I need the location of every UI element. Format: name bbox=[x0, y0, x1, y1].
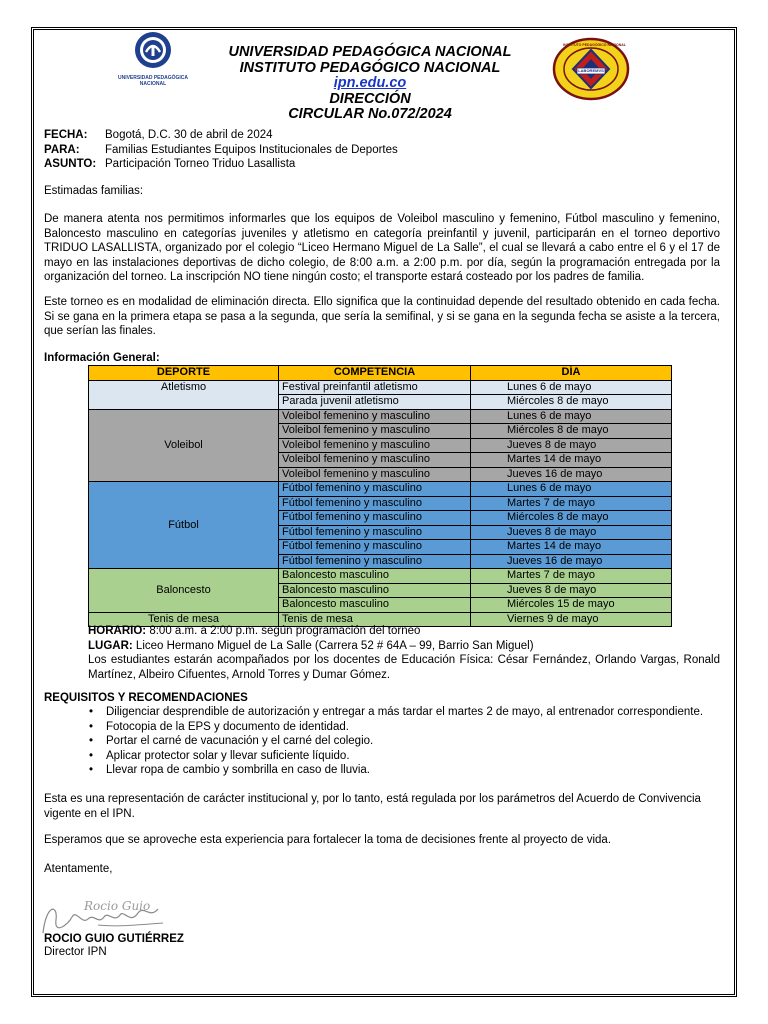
day-cell: Jueves 8 de mayo bbox=[471, 525, 672, 540]
sport-cell: Fútbol bbox=[89, 482, 279, 569]
ipn-crest-text-1: INSTITUTO PEDAGÓGICO NACIONAL bbox=[563, 43, 626, 47]
competition-cell: Voleibol femenino y masculino bbox=[279, 424, 471, 439]
sport-cell: Baloncesto bbox=[89, 569, 279, 613]
meta-value: Participación Torneo Triduo Lasallista bbox=[105, 158, 296, 170]
day-cell: Jueves 8 de mayo bbox=[471, 438, 672, 453]
day-cell: Jueves 16 de mayo bbox=[471, 554, 672, 569]
competition-cell: Tenis de mesa bbox=[279, 612, 471, 627]
day-cell: Lunes 6 de mayo bbox=[471, 380, 672, 395]
table-row bbox=[89, 482, 672, 497]
day-cell: Martes 14 de mayo bbox=[471, 540, 672, 555]
list-item: • Portar el carné de vacunación y el carné del colegio. bbox=[106, 734, 703, 749]
sport-cell: Tenis de mesa bbox=[89, 612, 279, 627]
meta-row-para bbox=[44, 143, 398, 158]
circular-meta bbox=[44, 128, 398, 172]
table-row bbox=[89, 380, 672, 395]
competition-cell: Voleibol femenino y masculino bbox=[279, 467, 471, 482]
competition-cell: Voleibol femenino y masculino bbox=[279, 453, 471, 468]
info-title: Información General: bbox=[44, 352, 160, 364]
circular-number: CIRCULAR No.072/2024 bbox=[288, 106, 452, 122]
ipn-crest-motto: LABOREMVS bbox=[578, 68, 604, 73]
day-cell: Jueves 8 de mayo bbox=[471, 583, 672, 598]
paragraph-modality: Este torneo es en modalidad de eliminación directa. Ello significa que la continuidad depende del resultado obtenido en cada fecha. Si se gana en la primera etapa se pasa a la segunda, que sería la semifinal, y si se gana en la segunda fecha se asiste a la tercera, que serían las finales. bbox=[44, 296, 720, 337]
competition-cell: Fútbol femenino y masculino bbox=[279, 482, 471, 497]
horario-value: 8:00 a.m. a 2:00 p.m. según programación del torneo bbox=[149, 625, 421, 637]
letterhead bbox=[170, 45, 570, 123]
competition-cell: Fútbol femenino y masculino bbox=[279, 525, 471, 540]
day-cell: Martes 14 de mayo bbox=[471, 453, 672, 468]
competition-cell: Fútbol femenino y masculino bbox=[279, 496, 471, 511]
schedule-table bbox=[88, 365, 672, 627]
header-deporte: DEPORTE bbox=[89, 366, 279, 381]
closing-salutation: Atentamente, bbox=[44, 863, 113, 875]
acompanantes: Los estudiantes estarán acompañados por los docentes de Educación Física: César Fernández, Orlando Vargas, Ronald Martínez, Albeiro Cifuentes, Arnold Torres y Dumar Gómez. bbox=[88, 654, 720, 681]
day-cell: Miércoles 15 de mayo bbox=[471, 598, 672, 613]
horario-line bbox=[88, 624, 720, 639]
day-cell: Jueves 16 de mayo bbox=[471, 467, 672, 482]
meta-value: Familias Estudiantes Equipos Institucionales de Deportes bbox=[105, 143, 398, 156]
sport-cell: Atletismo bbox=[89, 380, 279, 409]
meta-value: Bogotá, D.C. 30 de abril de 2024 bbox=[105, 129, 273, 141]
paragraph-intro: De manera atenta nos permitimos informarles que los equipos de Voleibol masculino y femenino, Fútbol masculino y femenino, Baloncesto masculino en categorías juveniles y atletismo en categoría preinfantil y juvenil, participarán en el torneo deportivo TRIDUO LASALLISTA, organizado por el colegio “Liceo Hermano Miguel de La Salle”, el cual se llevará a cabo entre el 6 y el 17 de mayo en las instalaciones deportivas de dicho colegio, de 8:00 a.m. a 2:00 p.m. por día, según la programación entregada por la organización del torneo. La inscripción NO tiene ningún costo; el transporte estará costeado por los padres de familia. bbox=[44, 213, 720, 283]
competition-cell: Festival preinfantil atletismo bbox=[279, 380, 471, 395]
university-name: UNIVERSIDAD PEDAGÓGICA NACIONAL bbox=[228, 44, 512, 60]
header-dia: DÍA bbox=[471, 366, 672, 381]
day-cell: Lunes 6 de mayo bbox=[471, 482, 672, 497]
table-header-row bbox=[89, 366, 672, 381]
signature-text: Rocio Guio bbox=[84, 899, 151, 913]
department: DIRECCIÓN bbox=[329, 90, 411, 107]
competition-cell: Baloncesto masculino bbox=[279, 569, 471, 584]
competition-cell: Fútbol femenino y masculino bbox=[279, 554, 471, 569]
lugar-line bbox=[88, 639, 720, 654]
day-cell: Martes 7 de mayo bbox=[471, 496, 672, 511]
paragraph-closing: Esperamos que se aproveche esta experiencia para fortalecer la toma de decisiones frente al proyecto de vida. bbox=[44, 834, 612, 846]
day-cell: Miércoles 8 de mayo bbox=[471, 395, 672, 410]
sport-cell: Voleibol bbox=[89, 409, 279, 482]
signer-title: Director IPN bbox=[44, 946, 107, 958]
list-item: • Aplicar protector solar y llevar suficiente líquido. bbox=[106, 749, 703, 764]
meta-row-asunto bbox=[44, 157, 398, 172]
list-item: • Fotocopia de la EPS y documento de identidad. bbox=[106, 720, 703, 735]
day-cell: Viernes 9 de mayo bbox=[471, 612, 672, 627]
meta-key: PARA: bbox=[44, 143, 80, 156]
website-link[interactable]: ipn.edu.co bbox=[333, 75, 407, 91]
requisitos-title: REQUISITOS Y RECOMENDACIONES bbox=[44, 692, 248, 704]
day-cell: Lunes 6 de mayo bbox=[471, 409, 672, 424]
competition-cell: Voleibol femenino y masculino bbox=[279, 409, 471, 424]
table-row bbox=[89, 569, 672, 584]
lugar-label: LUGAR: bbox=[88, 640, 133, 652]
day-cell: Miércoles 8 de mayo bbox=[471, 511, 672, 526]
requisitos-list bbox=[88, 705, 703, 778]
meta-key: FECHA: bbox=[44, 129, 88, 141]
greeting: Estimadas familias: bbox=[44, 185, 144, 197]
competition-cell: Fútbol femenino y masculino bbox=[279, 540, 471, 555]
competition-cell: Fútbol femenino y masculino bbox=[279, 511, 471, 526]
lugar-value: Liceo Hermano Miguel de La Salle (Carrera 52 # 64A – 99, Barrio San Miguel) bbox=[135, 640, 534, 652]
meta-key: ASUNTO: bbox=[44, 158, 97, 170]
paragraph-regulation: Esta es una representación de carácter institucional y, por lo tanto, está regulada por los parámetros del Acuerdo de Convivencia vigente en el IPN. bbox=[44, 793, 701, 820]
day-cell: Miércoles 8 de mayo bbox=[471, 424, 672, 439]
header-competencia: COMPETENCIA bbox=[279, 366, 471, 381]
signer-name: ROCIO GUIO GUTIÉRREZ bbox=[44, 933, 184, 945]
day-cell: Martes 7 de mayo bbox=[471, 569, 672, 584]
list-item: • Llevar ropa de cambio y sombrilla en caso de lluvia. bbox=[106, 763, 703, 778]
table-row bbox=[89, 409, 672, 424]
upn-logo-text-2: NACIONAL bbox=[139, 81, 167, 87]
list-item: • Diligenciar desprendible de autorización y entregar a más tardar el martes 2 de mayo, al entrenador correspondiente. bbox=[106, 705, 703, 720]
meta-row-fecha bbox=[44, 128, 398, 143]
competition-cell: Parada juvenil atletismo bbox=[279, 395, 471, 410]
upn-logo-text-1: UNIVERSIDAD PEDAGÓGICA bbox=[117, 75, 188, 81]
competition-cell: Voleibol femenino y masculino bbox=[279, 438, 471, 453]
competition-cell: Baloncesto masculino bbox=[279, 583, 471, 598]
institute-name: INSTITUTO PEDAGÓGICO NACIONAL bbox=[239, 59, 501, 76]
competition-cell: Baloncesto masculino bbox=[279, 598, 471, 613]
horario-label: HORARIO: bbox=[88, 625, 147, 637]
